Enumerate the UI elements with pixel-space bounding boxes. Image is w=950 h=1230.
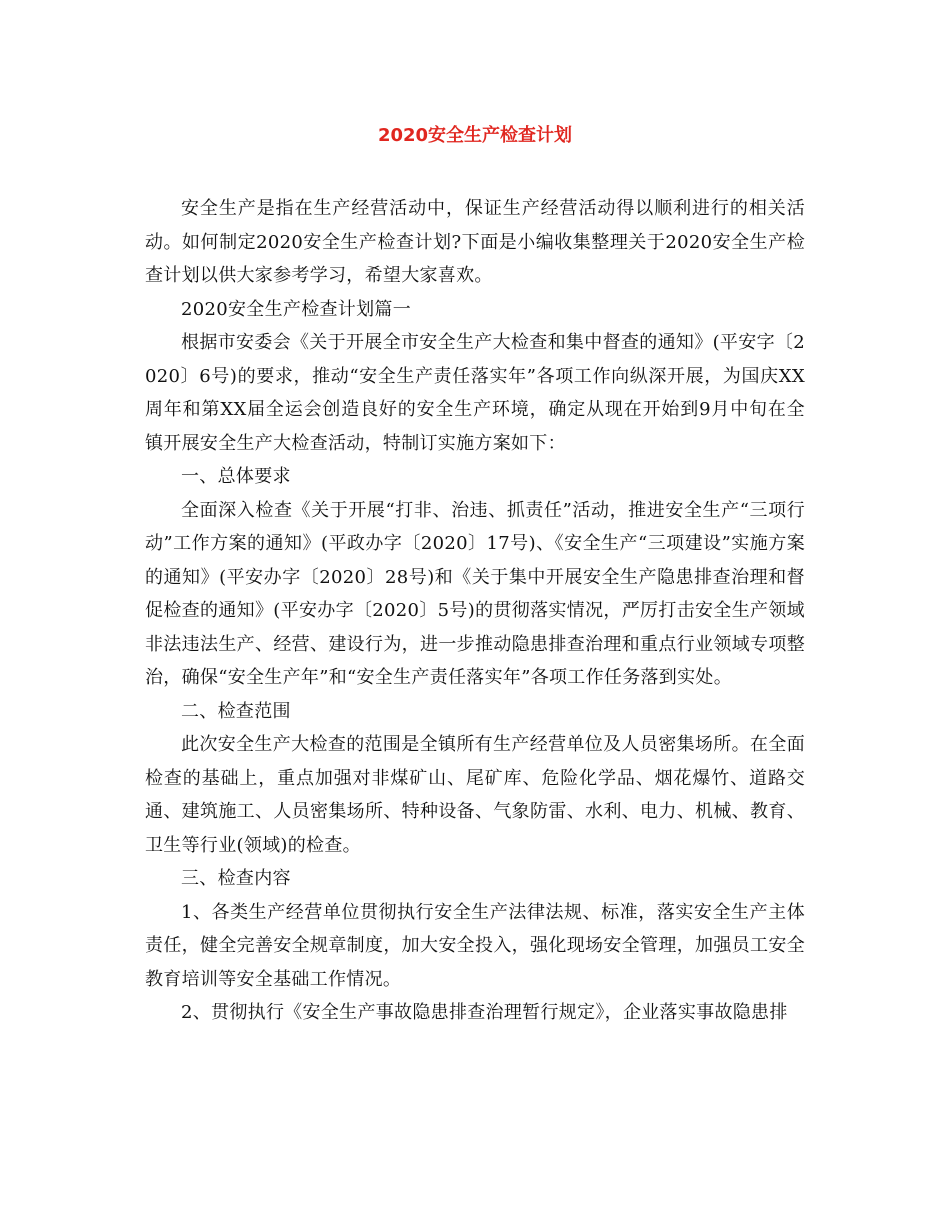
general-requirements-paragraph: 全面深入检查《关于开展“打非、治违、抓责任”活动，推进安全生产“三项行动”工作方案的通知》(平政办字〔2020〕17号)、《安全生产“三项建设”实施方案的通知》(平安办字〔2020〕28号)和《关于集中开展安全生产隐患排查治理和督促检查的通知》(平安办字〔2020〕5号)的贯彻落实情况，严厉打击安全生产领域非法违法生产、经营、建设行为，进一步推动隐患排查治理和重点行业领域专项整治，确保“安全生产年”和“安全生产责任落实年”各项工作任务落到实处。: [145, 499, 805, 688]
content-item-2: 2、贯彻执行《安全生产事故隐患排查治理暂行规定》，企业落实事故隐患排: [181, 1002, 788, 1023]
document-body: [145, 192, 805, 1030]
scope-paragraph: 此次安全生产大检查的范围是全镇所有生产经营单位及人员密集场所。在全面检查的基础上，重点加强对非煤矿山、尾矿库、危险化学品、烟花爆竹、道路交通、建筑施工、人员密集场所、特种设备、气象防雷、水利、电力、机械、教育、卫生等行业(领域)的检查。: [145, 734, 805, 856]
document-title: 2020安全生产检查计划: [377, 125, 573, 146]
section-heading-content: 三、检查内容: [181, 868, 291, 889]
content-item-1: 1、各类生产经营单位贯彻执行安全生产法律法规、标准，落实安全生产主体责任，健全完善安全规章制度，加大安全投入，强化现场安全管理，加强员工安全教育培训等安全基础工作情况。: [145, 901, 805, 990]
basis-paragraph: 根据市安委会《关于开展全市安全生产大检查和集中督查的通知》(平安字〔2020〕6号)的要求，推动“安全生产责任落实年”各项工作向纵深开展，为国庆XX周年和第XX届全运会创造良好的安全生产环境，确定从现在开始到9月中旬在全镇开展安全生产大检查活动，特制订实施方案如下：: [145, 332, 805, 454]
section-heading-part-one: 2020安全生产检查计划篇一: [181, 298, 412, 320]
intro-paragraph: 安全生产是指在生产经营活动中，保证生产经营活动得以顺利进行的相关活动。如何制定2020安全生产检查计划?下面是小编收集整理关于2020安全生产检查计划以供大家参考学习，希望大家喜欢。: [145, 198, 805, 286]
section-heading-scope: 二、检查范围: [181, 700, 291, 722]
section-heading-general-requirements: 一、总体要求: [181, 466, 291, 487]
